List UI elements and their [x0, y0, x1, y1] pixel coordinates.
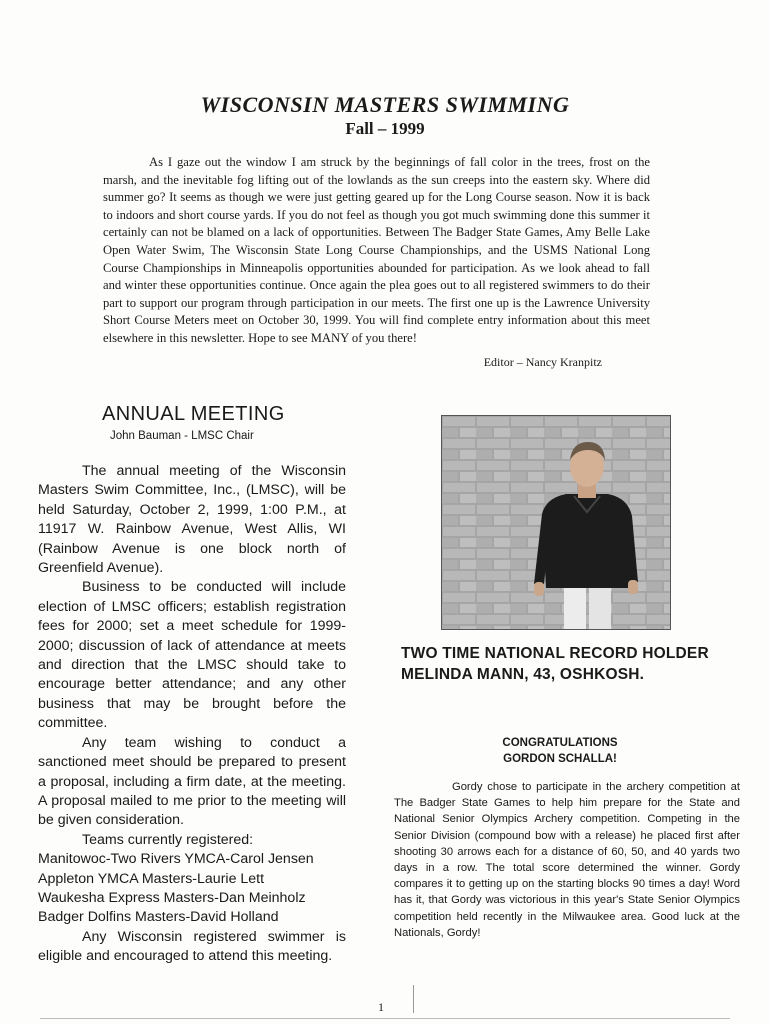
annual-meeting-body	[38, 462, 346, 967]
team-list-item: Badger Dolfins Masters-David Holland	[38, 909, 279, 926]
team-list-item: Manitowoc-Two Rivers YMCA-Carol Jensen	[38, 851, 314, 868]
page-number: 1	[378, 1000, 384, 1014]
team-list-item: Waukesha Express Masters-Dan Meinholz	[38, 889, 306, 906]
team-list-item: Appleton YMCA Masters-Laurie Lett	[38, 870, 265, 887]
swimmer-photo	[441, 415, 671, 630]
editor-signature: Editor – Nancy Kranpitz	[483, 355, 602, 369]
archery-story-paragraph: Gordy chose to participate in the archery competition at The Badger State Games to help him prepare for the State and National Senior Olympics Archery competition. Competing in the Senior Division (compound bow with a release) he placed first after shooting 30 arrows each for a distance of 60, 50, and 40 yards two days in a row. The total score determined the winner. Gordy compares it to getting up on the starting blocks 90 times a day! Word has it, that Gordy was victorious in this year's State Senior Olympics competition held recently in the Milwaukee area. Good luck at the Nationals, Gordy!	[394, 781, 740, 939]
congratulations-line: CONGRATULATIONS	[502, 737, 618, 749]
congratulations-heading	[430, 735, 690, 767]
newsletter-title: WISCONSIN MASTERS SWIMMING	[200, 92, 570, 117]
newsletter-issue-date: Fall – 1999	[345, 119, 425, 138]
meeting-details-paragraph: The annual meeting of the Wisconsin Masters Swim Committee, Inc., (LMSC), will be held Saturday, October 2, 1999, 1:00 P.M., at 11917 W. Rainbow Avenue, West Allis, WI (Rainbow Avenue is one block north of Greenfield Avenue).	[38, 463, 346, 577]
congratulations-name: GORDON SCHALLA!	[503, 753, 617, 765]
closing-paragraph: Any Wisconsin registered swimmer is eligible and encouraged to attend this meeting.	[38, 928, 346, 965]
teams-intro: Teams currently registered:	[82, 831, 254, 848]
footer-rule	[40, 1018, 730, 1019]
business-paragraph: Business to be conducted will include election of LMSC officers; establish registration fees for 2000; set a meet schedule for 1999-2000; discussion of lack of attendance at meets and direction that the LMSC should take to encourage better attendance; and any other business that may be brought before the committee.	[38, 579, 346, 732]
photo-caption: TWO TIME NATIONAL RECORD HOLDER MELINDA MANN, 43, OSHKOSH.	[401, 645, 709, 683]
scan-mark	[413, 985, 414, 1013]
sanctioned-meet-paragraph: Any team wishing to conduct a sanctioned meet should be prepared to present a proposal, including a firm date, at the meeting. A proposal mailed to me prior to the meeting will be given consideration.	[38, 734, 346, 829]
editor-intro-paragraph: As I gaze out the window I am struck by the beginnings of fall color in the trees, frost on the marsh, and the inevitable fog lifting out of the lowlands as the sun creeps into the eastern sky. Where did summer go? It seems as though we were just getting geared up for the Long Course season. Now it is back to indoors and short course yards. If you do not feel as though you got much swimming done this summer it certainly can not be blamed on a lack of opportunities. Between The Badger State Games, Amy Belle Lake Open Water Swim, The Wisconsin State Long Course Championships, and the USMS National Long Course Championships in Minneapolis opportunities abounded for participation. As we look ahead to fall and winter these opportunities continue. Once again the plea goes out to all registered swimmers to do their part to support our program through participation in our meets. The first one up is the Lawrence University Short Course Meters meet on October 30, 1999. You will find complete entry information about this meet elsewhere in this newsletter. Hope to see MANY of you there!	[103, 155, 650, 345]
annual-meeting-byline: John Bauman - LMSC Chair	[110, 430, 254, 442]
annual-meeting-heading: ANNUAL MEETING	[102, 403, 285, 425]
